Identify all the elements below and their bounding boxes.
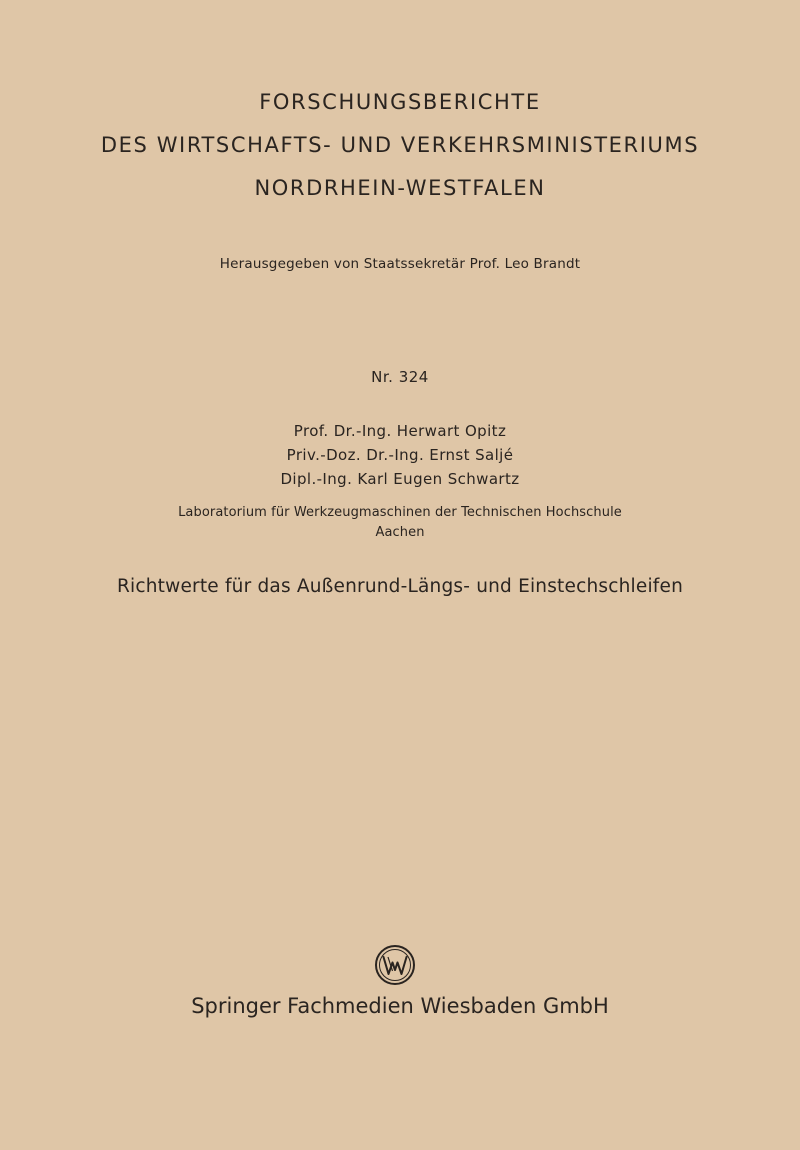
publisher-name: Springer Fachmedien Wiesbaden GmbH <box>191 994 609 1018</box>
institution-line-1: Laboratorium für Werkzeugmaschinen der Technischen Hochschule <box>178 505 622 520</box>
author-1: Prof. Dr.-Ing. Herwart Opitz <box>293 422 507 440</box>
institution-line-2: Aachen <box>375 525 425 540</box>
editor-note: Herausgegeben von Staatssekretär Prof. Leo Brandt <box>219 256 581 272</box>
volume-number: Nr. 324 <box>371 368 429 386</box>
series-title-line-3: NORDRHEIN-WESTFALEN <box>254 176 546 200</box>
series-title-line-1: FORSCHUNGSBERICHTE <box>259 90 541 114</box>
author-3: Dipl.-Ing. Karl Eugen Schwartz <box>280 470 520 488</box>
author-2: Priv.-Doz. Dr.-Ing. Ernst Saljé <box>286 446 514 464</box>
springer-logo-icon <box>374 944 416 986</box>
book-title: Richtwerte für das Außenrund-Längs- und Einstechschleifen <box>116 576 684 597</box>
series-title-line-2: DES WIRTSCHAFTS- UND VERKEHRSMINISTERIUMS <box>100 133 700 157</box>
